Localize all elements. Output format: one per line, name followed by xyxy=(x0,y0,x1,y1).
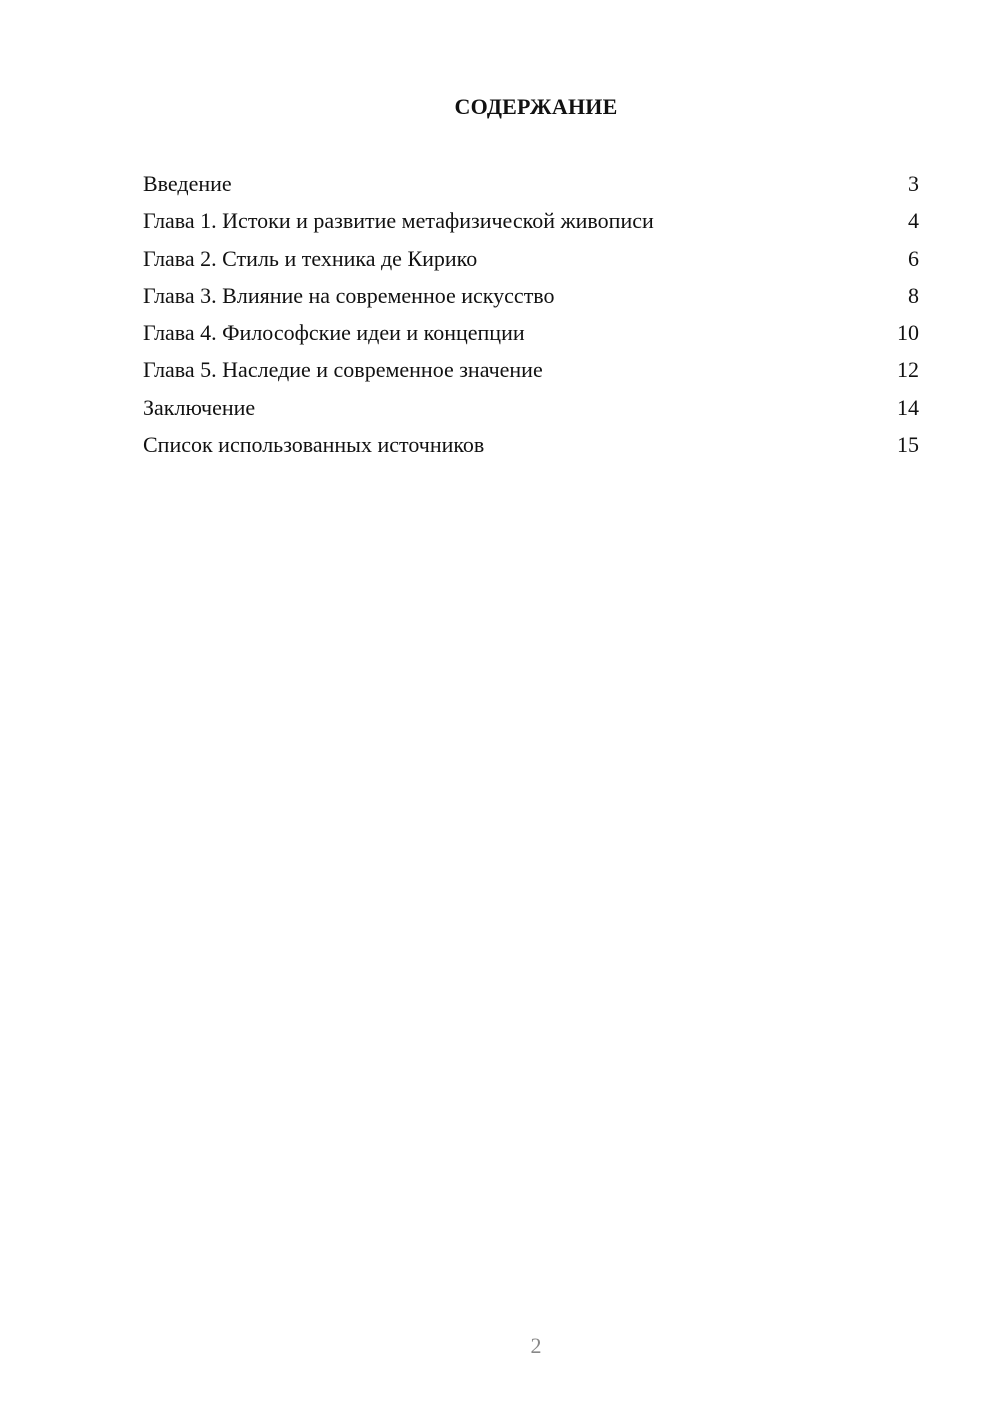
page-title: СОДЕРЖАНИЕ xyxy=(454,94,618,119)
toc-entry xyxy=(143,393,919,430)
toc-entry-label: Глава 2. Стиль и техника де Кирико xyxy=(143,245,478,271)
table-of-contents xyxy=(143,169,919,467)
toc-entry-page: 10 xyxy=(897,320,919,346)
toc-entry-page: 4 xyxy=(908,208,919,234)
toc-entry-page: 3 xyxy=(908,171,919,196)
toc-entry-label: Заключение xyxy=(143,394,256,420)
toc-entry xyxy=(143,318,919,355)
toc-entry-page: 15 xyxy=(897,432,919,458)
toc-entry-page: 14 xyxy=(897,394,919,420)
toc-entry xyxy=(143,169,919,206)
toc-entry-label: Глава 1. Истоки и развитие метафизической живописи xyxy=(143,208,654,234)
toc-entry-label: Глава 4. Философские идеи и концепции xyxy=(143,320,525,346)
toc-entry-label: Введение xyxy=(143,171,232,196)
toc-entry-label: Глава 3. Влияние на современное искусство xyxy=(143,282,555,308)
toc-entry xyxy=(143,206,919,243)
toc-entry-page: 12 xyxy=(897,357,919,383)
toc-entry-label: Глава 5. Наследие и современное значение xyxy=(143,357,543,383)
toc-entry-page: 6 xyxy=(908,245,919,271)
toc-entry xyxy=(143,281,919,318)
toc-entry xyxy=(143,355,919,392)
toc-entry xyxy=(143,430,919,467)
toc-entry xyxy=(143,244,919,281)
toc-entry-page: 8 xyxy=(908,282,919,308)
toc-entry-label: Список использованных источников xyxy=(143,432,485,458)
page-number: 2 xyxy=(530,1333,542,1358)
